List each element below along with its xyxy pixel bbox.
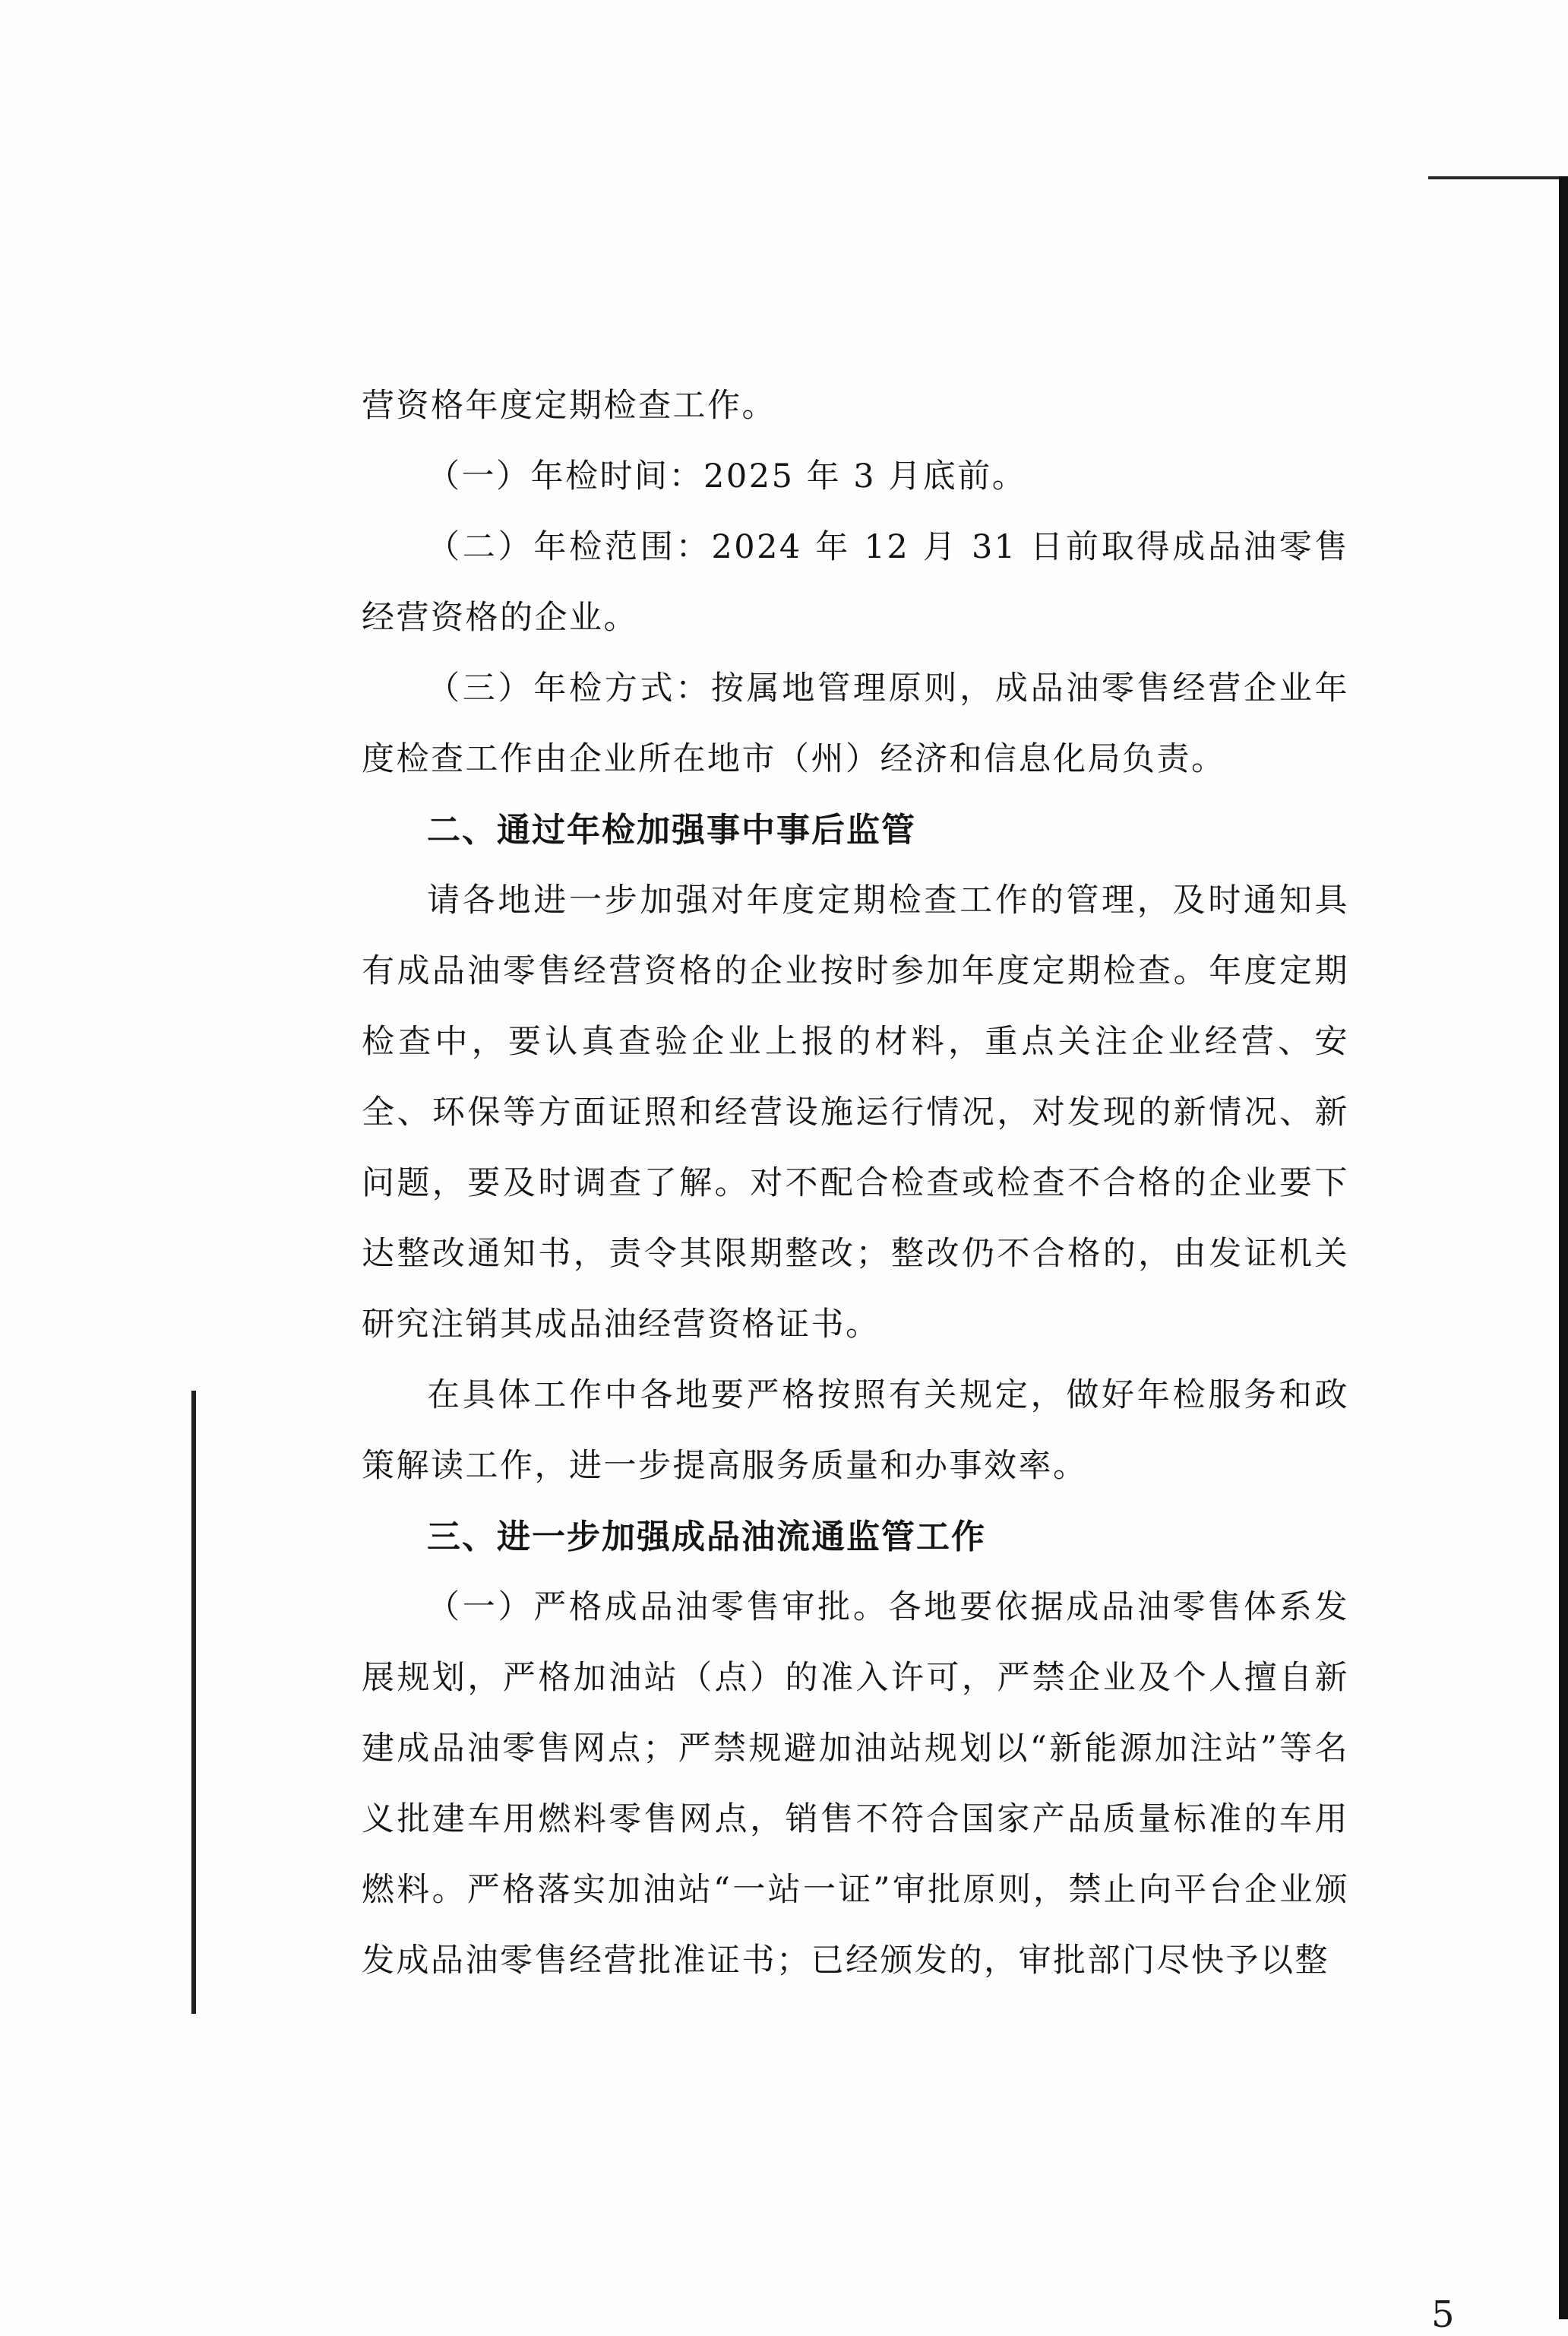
section-heading-two: 二、通过年检加强事中事后监管 [427, 811, 916, 850]
paragraph-continuation: 营资格年度定期检查工作。 [362, 387, 776, 425]
paragraph-inspection-time: （一）年检时间：2025 年 3 月底前。 [427, 457, 1027, 495]
paragraph-supervision: 请各地进一步加强对年度定期检查工作的管理，及时通知具有成品油零售经营资格的企业按时参加年度定期检查。年度定期检查中，要认真查验企业上报的材料，重点关注企业经营、安全、环保等方面证照和经营设施运行情况，对发现的新情况、新问题，要及时调查了解。对不配合检查或检查不合格的企业要下达整改通知书，责令其限期整改；整改仍不合格的，由发证机关研究注销其成品油经营资格证书。 [362, 882, 1349, 1344]
paragraph-inspection-method: （三）年检方式：按属地管理原则，成品油零售经营企业年度检查工作由企业所在地市（州）经济和信息化局负责。 [362, 669, 1349, 778]
page-number: 5 [1431, 2293, 1455, 2336]
scan-edge-left [191, 1391, 196, 2014]
section-heading-three: 三、进一步加强成品油流通监管工作 [427, 1518, 986, 1556]
paragraph-inspection-scope: （二）年检范围：2024 年 12 月 31 日前取得成品油零售经营资格的企业。 [362, 528, 1349, 637]
scan-edge-top [1428, 176, 1568, 179]
document-body [362, 371, 1349, 1996]
scan-edge-right [1559, 176, 1568, 2319]
paragraph-retail-approval: （一）严格成品油零售审批。各地要依据成品油零售体系发展规划，严格加油站（点）的准入许可，严禁企业及个人擅自新建成品油零售网点；严禁规避加油站规划以“新能源加注站”等名义批建车用燃料零售网点，销售不符合国家产品质量标准的车用燃料。严格落实加油站“一站一证”审批原则，禁止向平台企业颁发成品油零售经营批准证书；已经颁发的，审批部门尽快予以整 [362, 1588, 1349, 1980]
paragraph-service: 在具体工作中各地要严格按照有关规定，做好年检服务和政策解读工作，进一步提高服务质量和办事效率。 [362, 1376, 1349, 1485]
